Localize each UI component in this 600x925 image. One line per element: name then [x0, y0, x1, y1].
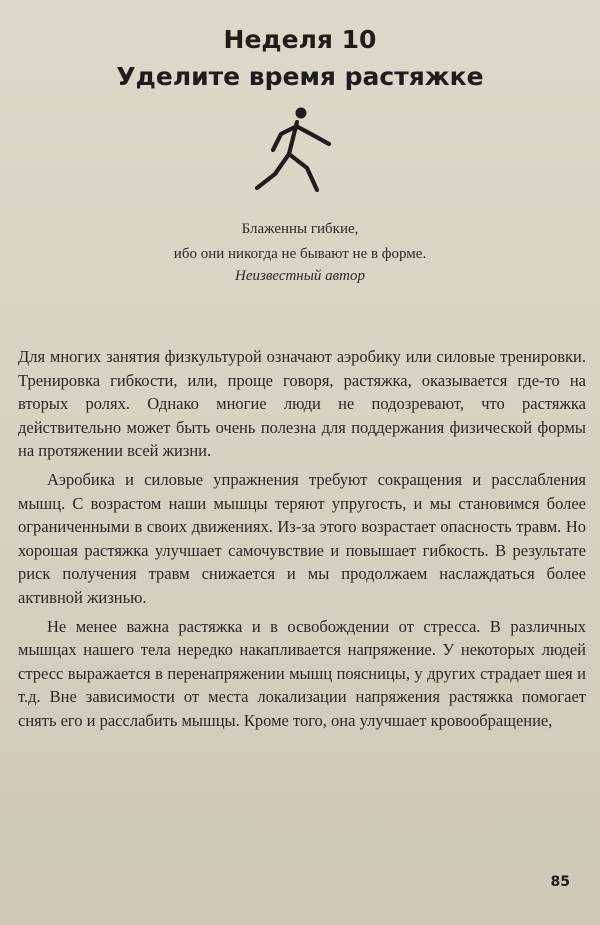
- epigraph-line-2: ибо они никогда не бывают не в форме.: [173, 246, 427, 262]
- body-text: [18, 345, 586, 733]
- epigraph-line-1: Блаженны гибкие,: [241, 221, 359, 237]
- paragraph-1: Для многих занятия физкультурой означают аэробику или силовые тренировки. Тренировка гибкости, или, проще говоря, растяжка, оказывается где-то на вторых ролях. Однако многие люди не подозревают, что растяжка действительно может быть очень полезна для поддержания физической формы на протяжении всей жизни.: [18, 347, 586, 461]
- chapter-week-label: Неделя 10: [223, 25, 377, 54]
- paragraph-3: Не менее важна растяжка и в освобождении от стресса. В различных мышцах нашего тела нередко накапливается напряжение. У некоторых людей стресс выражается в перенапряжении мышц поясницы, у других страдает шея и т.д. Вне зависимости от места локализации напряжения растяжка помогает снять его и расслабить мышцы. Кроме того, она улучшает кровообращение,: [18, 616, 586, 730]
- epigraph-author: Неизвестный автор: [235, 268, 365, 284]
- page-number: 85: [550, 874, 570, 890]
- chapter-title: Уделите время растяжке: [116, 62, 484, 91]
- running-figure-icon: [251, 104, 335, 198]
- paragraph-2: Аэробика и силовые упражнения требуют сокращения и расслабления мышц. С возрастом наши мышцы теряют упругость, и мы становимся более ограниченными в своих движениях. Из-за этого возрастает опасность травм. Но хорошая растяжка улучшает самочувствие и повышает гибкость. В результате риск получения травм снижается и мы продолжаем наслаждаться более активной жизнью.: [18, 469, 586, 607]
